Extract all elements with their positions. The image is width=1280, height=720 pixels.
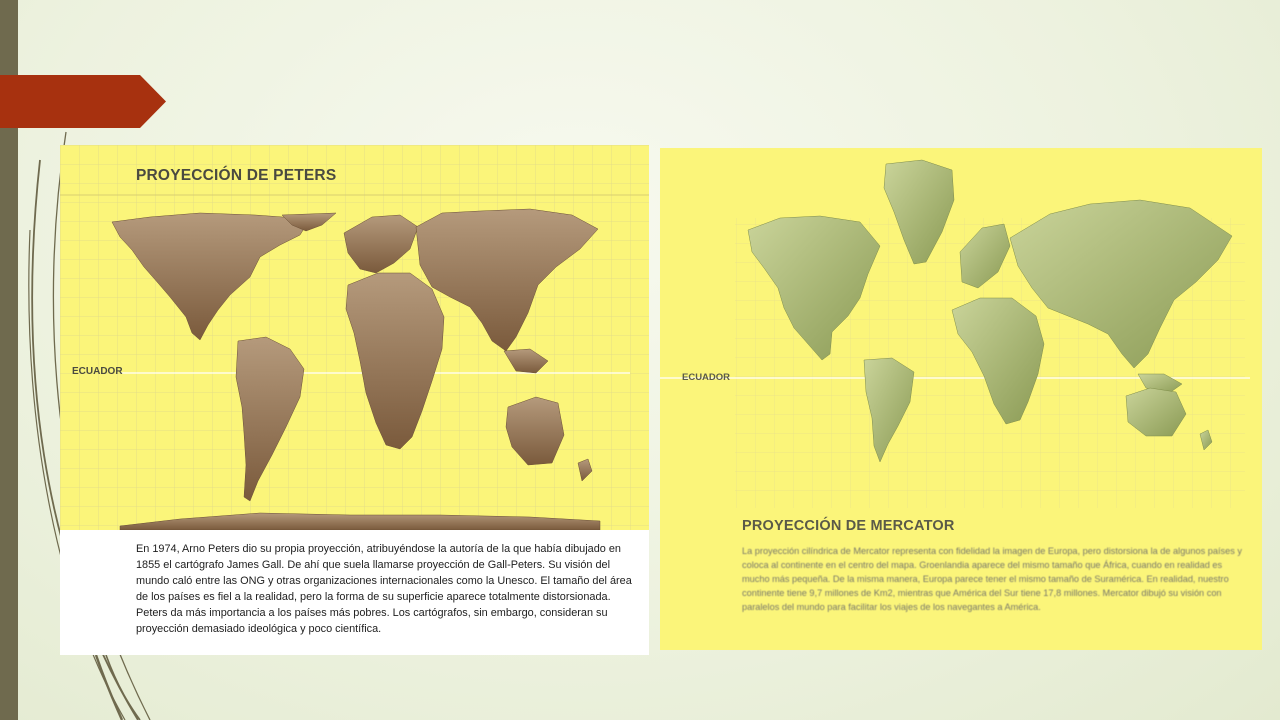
peters-title: PROYECCIÓN DE PETERS: [136, 167, 337, 184]
mercator-caption: La proyección cilíndrica de Mercator representa con fidelidad la imagen de Europa, pero distorsiona la de algunos países y coloca al continente en el centro del mapa. Groenlandia aparece del mismo tamaño que África, cuando en realidad es mucho más pequeña. De la misma manera, Europa parece tener el mismo tamaño de Suramérica. En realidad, nuestro continente tiene 9,7 millones de Km2, mientras que América del Sur tiene 17,8 millones. Mercator dibujó su visión con paralelos del mundo para facilitar los viajes de los navegantes a América.: [742, 546, 1242, 612]
peters-caption: En 1974, Arno Peters dio su propia proyección, atribuyéndose la autoría de la que había dibujado en 1855 el cartógrafo James Gall. De ahí que suela llamarse proyección de Gall-Peters. Su visión del mundo caló entre las ONG y otras organizaciones internacionales como la Unesco. El tamaño del área de los países es fiel a la realidad, pero la forma de su superficie aparece totalmente distorsionada. Peters da más importancia a los países más pobres. Los cartógrafos, sin embargo, consideran su proyección demasiado ideológica y poco científica.: [136, 543, 632, 635]
mercator-title: PROYECCIÓN DE MERCATOR: [742, 518, 955, 534]
title-tab-shape: [0, 75, 166, 128]
mercator-equator-label: ECUADOR: [682, 372, 731, 383]
peters-equator-label: ECUADOR: [72, 366, 123, 377]
mercator-projection-panel: [660, 148, 1262, 650]
peters-world-map: [60, 145, 649, 530]
peters-projection-panel: [60, 145, 649, 655]
peters-map-area: [60, 145, 649, 530]
